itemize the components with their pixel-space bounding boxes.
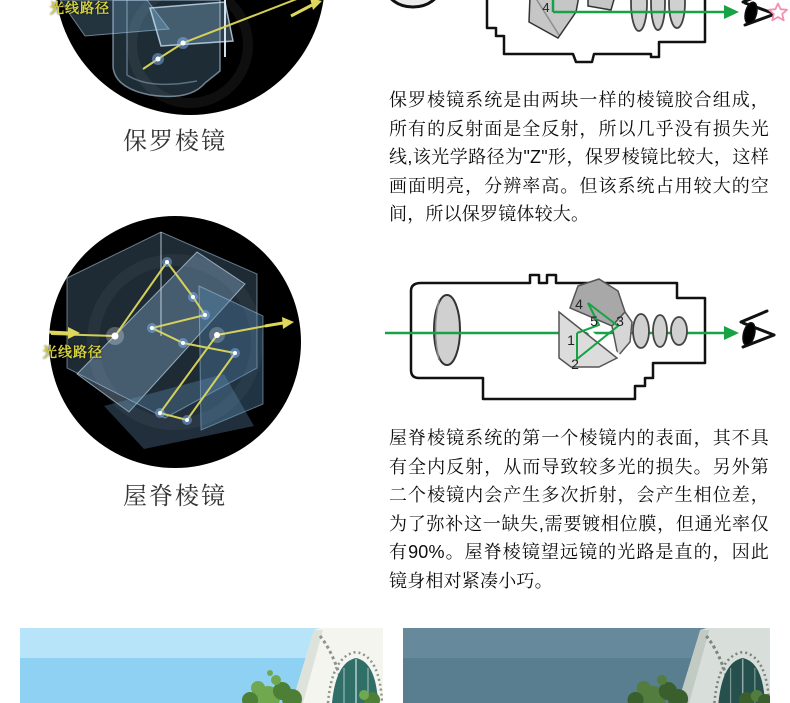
sample-photo-bright [20, 628, 383, 703]
eye-icon [741, 311, 774, 347]
roof-prism-image [49, 216, 301, 468]
exit-ray-arrowhead [310, 0, 322, 10]
eyepiece-lens [669, 0, 685, 28]
roof-binocular-diagram [383, 266, 790, 406]
porro-prism-art [55, 0, 325, 115]
light-path-arrowhead [724, 5, 739, 19]
glow-dot [181, 41, 186, 46]
sample-photo-dim [403, 628, 770, 703]
exit-ray-arrow [291, 5, 312, 16]
ray-path-label: 光线路径 [50, 0, 110, 16]
surface-number-3: 3 [616, 313, 624, 329]
eyepiece-lens [633, 314, 649, 348]
porro-binocular-diagram [383, 0, 790, 78]
favorite-star-button[interactable] [766, 1, 790, 25]
objective-lens [386, 0, 440, 7]
eyepiece-lens [651, 0, 665, 30]
dim-scene [403, 628, 770, 703]
porro-description: 保罗棱镜系统是由两块一样的棱镜胶合组成，所有的反射面是全反射，所以几乎没有损失光线,该光学路径为"Z"形，保罗棱镜比较大，这样画面明亮，分辨率高。但该系统占用较大的空间，所以保罗镜体较大。 [389, 90, 769, 224]
porro-caption: 保罗棱镜 [123, 128, 227, 155]
porro-prism-section-2 [588, 0, 615, 10]
roof-prism-art [49, 216, 301, 468]
ray-path-label: 光线路径 [43, 344, 103, 360]
surface-number-2: 2 [571, 356, 579, 372]
light-path-arrowhead [724, 326, 739, 340]
surface-number-5: 5 [590, 313, 598, 329]
bright-scene [20, 628, 383, 703]
eyepiece-lens [631, 0, 647, 31]
entry-arrow [49, 332, 69, 333]
exit-arrowhead [282, 317, 294, 329]
eyepiece-lens [653, 315, 667, 347]
exit-arrow [265, 323, 283, 326]
roof-description: 屋脊棱镜系统的第一个棱镜内的表面，其不具有全内反射，从而导致较多光的损失。另外第二个棱镜内会产生多次折射，会产生相位差，为了弥补这一缺失,需要镀相位膜，但通光率仅有90%。屋脊棱镜望远镜的光路是直的，因此镜身相对紧凑小巧。 [389, 428, 769, 591]
surface-number-1: 1 [567, 332, 575, 348]
surface-number-4: 4 [575, 296, 583, 312]
porro-prism-image [55, 0, 325, 115]
eyepiece-lens [671, 317, 687, 345]
star-icon [766, 1, 790, 25]
roof-caption: 屋脊棱镜 [123, 483, 227, 510]
prism-number-4: 4 [542, 0, 550, 15]
glow-dot [156, 57, 161, 62]
